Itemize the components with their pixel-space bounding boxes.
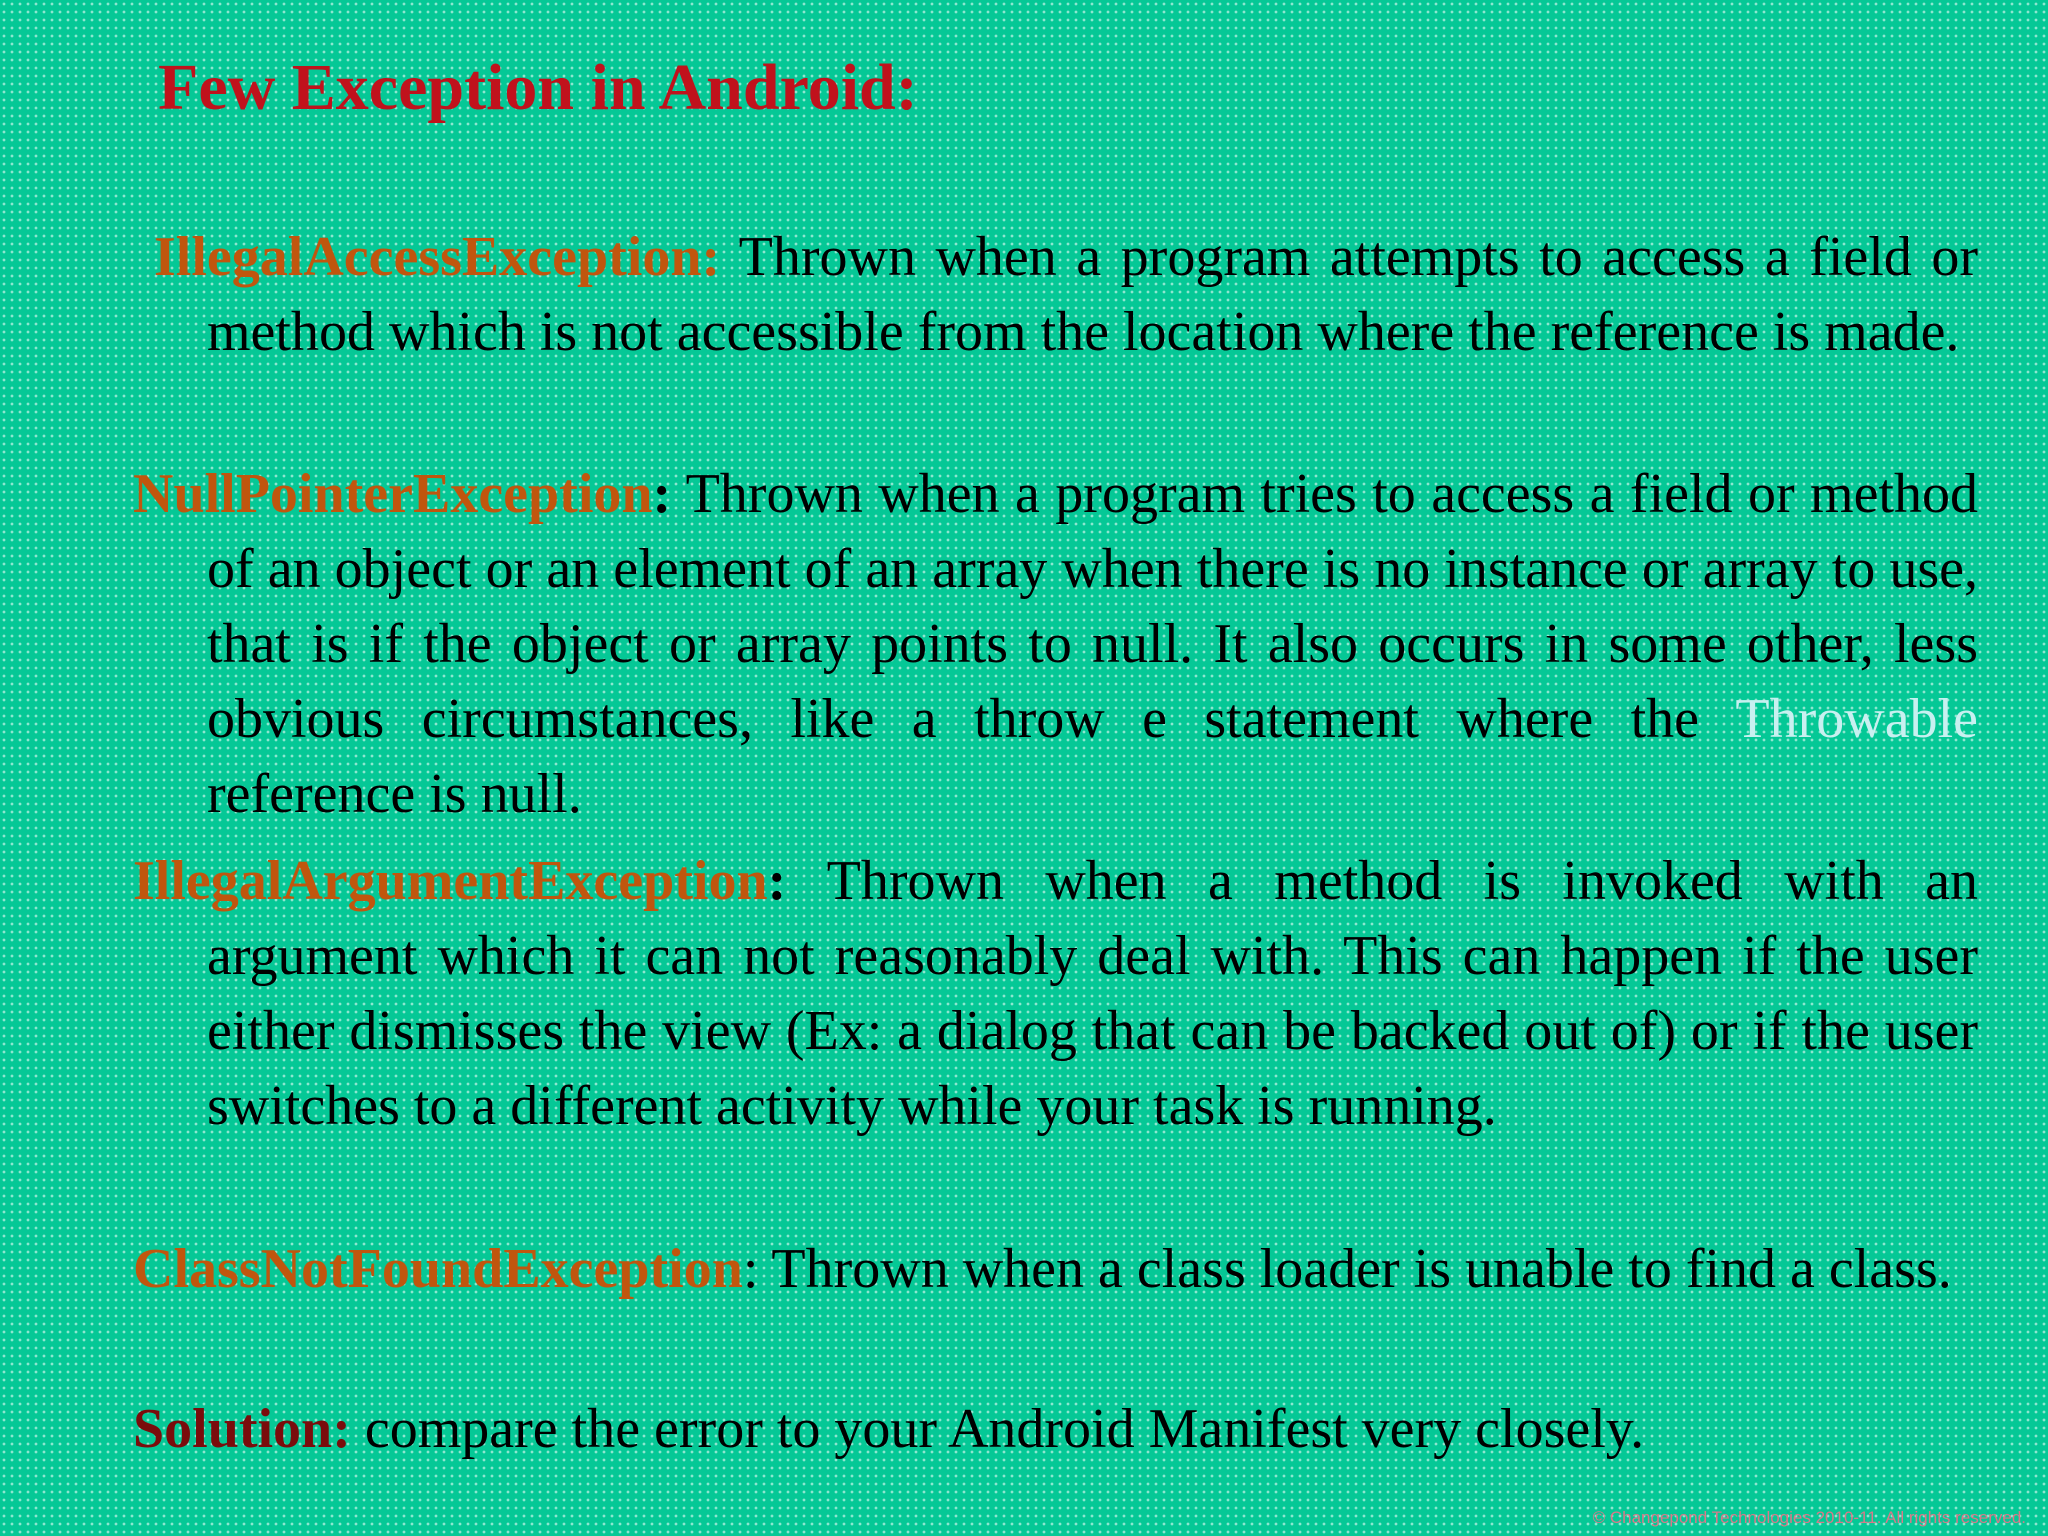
term-colon: : bbox=[742, 1238, 759, 1300]
exception-description-end: reference is null. bbox=[207, 763, 582, 825]
exception-item-illegal-access bbox=[154, 220, 1978, 370]
exception-description: Thrown when a program tries to access a field or method of an object or an element of an array when there is no instance or array to use, that is if the object or array points to null. It also occurs in some other, less obvious circumstances, like a throw e statement where the bbox=[207, 463, 1978, 750]
exception-description: Thrown when a class loader is unable to find a class. bbox=[758, 1238, 1952, 1300]
exception-term: NullPointerException bbox=[133, 463, 653, 525]
term-colon: : bbox=[767, 850, 787, 912]
throwable-highlight: Throwable bbox=[1735, 688, 1978, 750]
exception-term: IllegalAccessException: bbox=[154, 226, 721, 288]
copyright-footer: © Changepond Technologies 2010-11. All rights reserved. bbox=[1592, 1508, 2026, 1527]
exception-description: Thrown when a program attempts to access a field or method which is not accessible from the location where the reference is made. bbox=[207, 226, 1978, 363]
exception-term: ClassNotFoundException bbox=[133, 1238, 743, 1300]
solution-term: Solution: bbox=[133, 1398, 351, 1460]
term-colon: : bbox=[652, 463, 672, 525]
exception-description: Thrown when a method is invoked with an argument which it can not reasonably deal with. This can happen if the user either dismisses the view (Ex: a dialog that can be backed out of) or if the user switches to a different activity while your task is running. bbox=[207, 850, 1978, 1137]
exception-item-class-not-found bbox=[133, 1232, 1978, 1307]
exception-item-illegal-argument bbox=[133, 844, 1978, 1144]
exception-term: IllegalArgumentException bbox=[133, 850, 768, 912]
solution-description: compare the error to your Android Manifest very closely. bbox=[350, 1398, 1645, 1460]
slide-title: Few Exception in Android: bbox=[158, 51, 918, 124]
exception-item-null-pointer bbox=[133, 457, 1978, 832]
solution-item bbox=[133, 1392, 1978, 1467]
